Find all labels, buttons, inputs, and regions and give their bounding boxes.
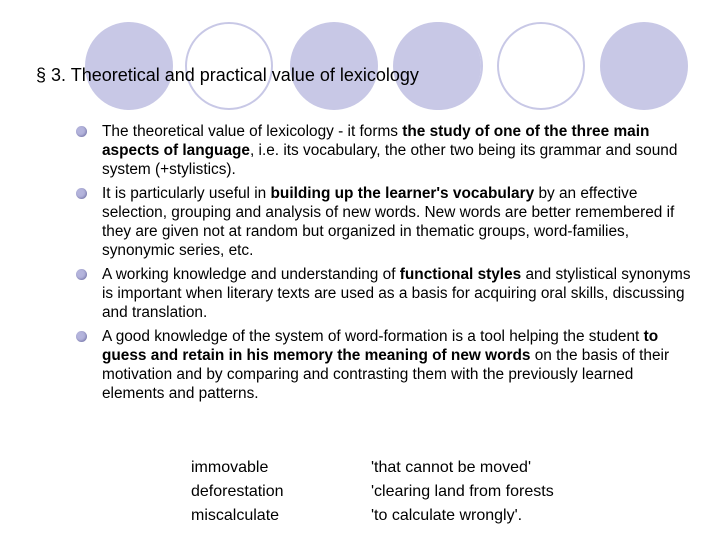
bullet-text: A working knowledge and understanding of bbox=[102, 266, 400, 283]
decorative-circles bbox=[0, 0, 720, 120]
circle-decoration bbox=[600, 22, 688, 110]
bullet-text: The theoretical value of lexicology - it forms bbox=[102, 123, 403, 140]
circle-bullet-icon bbox=[76, 331, 87, 342]
bullet-text: , i.e. its vocabulary, the other two being its grammar and sound system (+stylistics). bbox=[102, 142, 678, 178]
example-word: immovable bbox=[191, 459, 269, 476]
circle-bullet-icon bbox=[76, 126, 87, 137]
bullet-emphasis: the study of one of the three main aspects of language bbox=[102, 123, 650, 159]
circle-bullet-icon bbox=[76, 188, 87, 199]
example-row bbox=[191, 480, 554, 504]
bullet-text: on the basis of their motivation and by comparing and contrasting them with the previously learned elements and patterns. bbox=[102, 347, 670, 402]
example-row bbox=[191, 456, 554, 480]
bullet-text: by an effective selection, grouping and analysis of new words. New words are better remembered if they are given not at random but organized in thematic groups, word-families, synonymic series, etc. bbox=[102, 185, 675, 259]
example-word: deforestation bbox=[191, 483, 284, 500]
bullet-text: It is particularly useful in bbox=[102, 185, 271, 202]
page-title: § 3. Theoretical and practical value of lexicology bbox=[36, 65, 419, 85]
bullet-list bbox=[76, 122, 696, 408]
example-meaning: 'to calculate wrongly'. bbox=[371, 507, 523, 524]
bullet-item bbox=[76, 327, 696, 403]
bullet-text: and stylistical synonyms is important when literary texts are used as a basis for acquiring oral skills, discussing and translation. bbox=[102, 266, 691, 321]
bullet-emphasis: to guess and retain in his memory the meaning of new words bbox=[102, 328, 659, 364]
bullet-item bbox=[76, 265, 696, 322]
circle-bullet-icon bbox=[76, 269, 87, 280]
bullet-emphasis: functional styles bbox=[399, 266, 522, 283]
example-row bbox=[191, 504, 554, 528]
examples-table bbox=[191, 456, 554, 528]
example-meaning: 'clearing land from forests bbox=[371, 483, 554, 500]
bullet-text: A good knowledge of the system of word-formation is a tool helping the student bbox=[102, 328, 644, 345]
circle-decoration bbox=[497, 22, 585, 110]
example-meaning: 'that cannot be moved' bbox=[371, 459, 531, 476]
bullet-emphasis: building up the learner's vocabulary bbox=[270, 185, 535, 202]
bullet-item bbox=[76, 122, 696, 179]
bullet-item bbox=[76, 184, 696, 260]
example-word: miscalculate bbox=[191, 507, 280, 524]
